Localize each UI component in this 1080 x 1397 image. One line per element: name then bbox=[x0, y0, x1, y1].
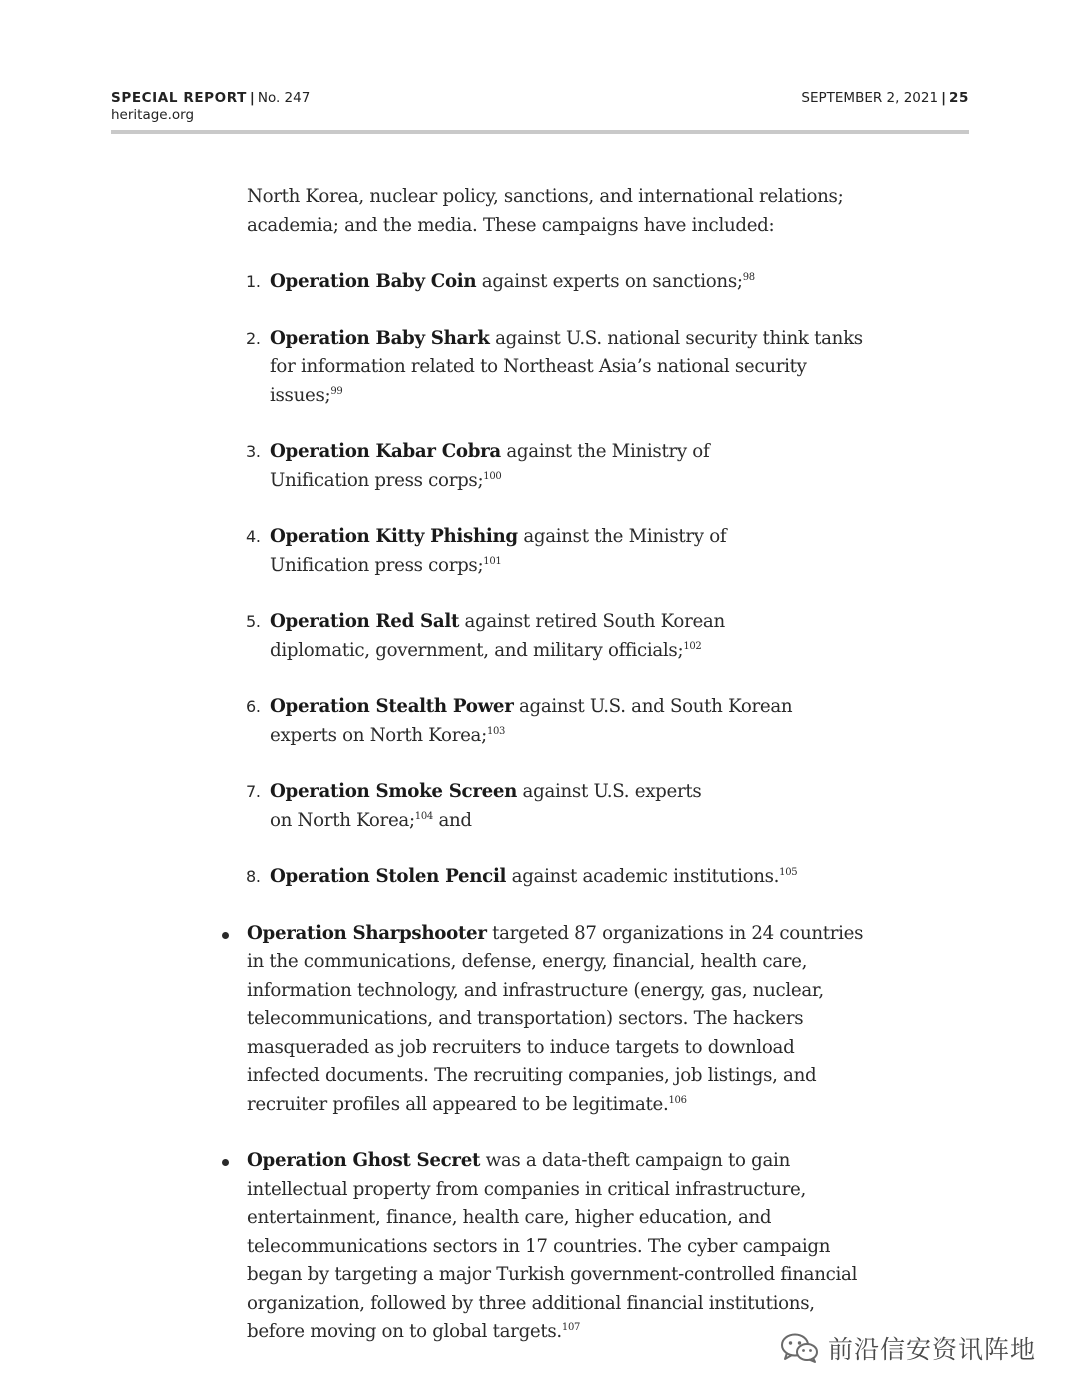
header-left bbox=[111, 90, 310, 124]
list-item bbox=[247, 693, 867, 750]
operation-text: against academic institutions. bbox=[506, 866, 780, 887]
list-number: 6. bbox=[246, 697, 261, 716]
bullet-item bbox=[247, 1147, 867, 1347]
operation-text: against retired South Korean diplomatic, government, and military officials; bbox=[270, 611, 725, 661]
operation-text: against experts on sanctions; bbox=[476, 271, 743, 292]
header-separator: | bbox=[249, 90, 255, 106]
list-number: 1. bbox=[246, 272, 261, 291]
operation-name: Operation Kitty Phishing bbox=[270, 526, 518, 547]
footnote-ref[interactable]: 105 bbox=[779, 867, 798, 878]
footnote-ref[interactable]: 98 bbox=[742, 272, 755, 283]
operation-name: Operation Stealth Power bbox=[270, 696, 514, 717]
intro-paragraph: North Korea, nuclear policy, sanctions, and international relations; academia; and the media. These campaigns have included: bbox=[247, 186, 844, 236]
operation-name: Operation Baby Shark bbox=[270, 327, 490, 349]
list-item bbox=[247, 863, 867, 892]
list-number: 8. bbox=[246, 867, 261, 886]
operation-name: Operation Smoke Screen bbox=[270, 781, 518, 802]
list-number: 3. bbox=[246, 442, 261, 461]
list-item bbox=[247, 268, 867, 297]
report-date: SEPTEMBER 2, 2021 bbox=[801, 90, 939, 106]
report-label: SPECIAL REPORT bbox=[111, 90, 247, 106]
operation-name: Operation Baby Coin bbox=[270, 271, 477, 292]
site-url[interactable]: heritage.org bbox=[111, 107, 195, 123]
operation-text: against U.S. national security think tanks for information related to Northeast Asia’s national security issues; bbox=[270, 327, 863, 406]
footnote-ref[interactable]: 106 bbox=[668, 1094, 687, 1106]
list-number: 5. bbox=[246, 612, 261, 631]
header-separator-2: | bbox=[941, 90, 946, 106]
list-item bbox=[247, 608, 867, 665]
watermark-text: 前沿信安资讯阵地 bbox=[828, 1335, 1037, 1364]
footnote-ref[interactable]: 102 bbox=[683, 640, 702, 652]
bullet-text: targeted 87 organizations in 24 countries in the communications, defense, energy, financial, health care, information technology, and infrastructure (energy, gas, nuclear, telecommunications, and transportation) sectors. The hackers masqueraded as job recruiters to induce targets to download infected documents. The recruiting companies, job listings, and recruiter profiles all appeared to be legitimate. bbox=[247, 922, 864, 1115]
operation-name: Operation Kabar Cobra bbox=[270, 441, 501, 462]
operation-after: and bbox=[432, 809, 472, 831]
bullet-dot bbox=[222, 1159, 229, 1166]
footnote-ref[interactable]: 101 bbox=[483, 555, 502, 567]
header-right bbox=[801, 90, 969, 107]
list-item bbox=[247, 438, 867, 495]
list-number: 2. bbox=[246, 328, 261, 348]
footnote-ref[interactable]: 104 bbox=[414, 810, 433, 822]
list-number: 7. bbox=[246, 782, 261, 801]
report-number: No. 247 bbox=[257, 90, 311, 106]
operation-text: against U.S. and South Korean experts on North Korea; bbox=[270, 696, 793, 746]
operation-name: Operation Ghost Secret bbox=[247, 1150, 481, 1171]
footnote-ref[interactable]: 99 bbox=[330, 385, 343, 397]
operation-text: against U.S. experts on North Korea; bbox=[270, 781, 702, 831]
operation-name: Operation Sharpshooter bbox=[247, 922, 487, 944]
bullet-text: was a data-theft campaign to gain intellectual property from companies in critical infrastructure, entertainment, finance, health care, higher education, and telecommunications sectors in 17 countries. The cyber campaign began by targeting a major Turkish government-controlled financial organization, followed by three additional financial institutions, before moving on to global targets. bbox=[247, 1150, 858, 1342]
footnote-ref[interactable]: 100 bbox=[483, 470, 502, 482]
page-number: 25 bbox=[949, 90, 969, 106]
list-item bbox=[247, 523, 867, 580]
operation-name: Operation Stolen Pencil bbox=[270, 866, 507, 887]
header-rule bbox=[111, 130, 969, 134]
body-content bbox=[247, 183, 867, 1375]
footnote-ref[interactable]: 107 bbox=[561, 1322, 581, 1333]
list-item bbox=[247, 325, 867, 411]
list-number: 4. bbox=[246, 527, 261, 546]
watermark bbox=[780, 1330, 1036, 1366]
bullet-dot bbox=[222, 932, 229, 939]
wechat-icon bbox=[780, 1332, 820, 1364]
list-item bbox=[247, 778, 867, 835]
operation-text: against the Ministry of Unification press corps; bbox=[270, 526, 727, 576]
operations-list bbox=[247, 268, 867, 892]
bullet-item bbox=[247, 920, 867, 1120]
operation-name: Operation Red Salt bbox=[270, 611, 460, 632]
operation-text: against the Ministry of Unification press corps; bbox=[270, 441, 710, 491]
footnote-ref[interactable]: 103 bbox=[486, 725, 506, 737]
bullet-list bbox=[247, 920, 867, 1347]
